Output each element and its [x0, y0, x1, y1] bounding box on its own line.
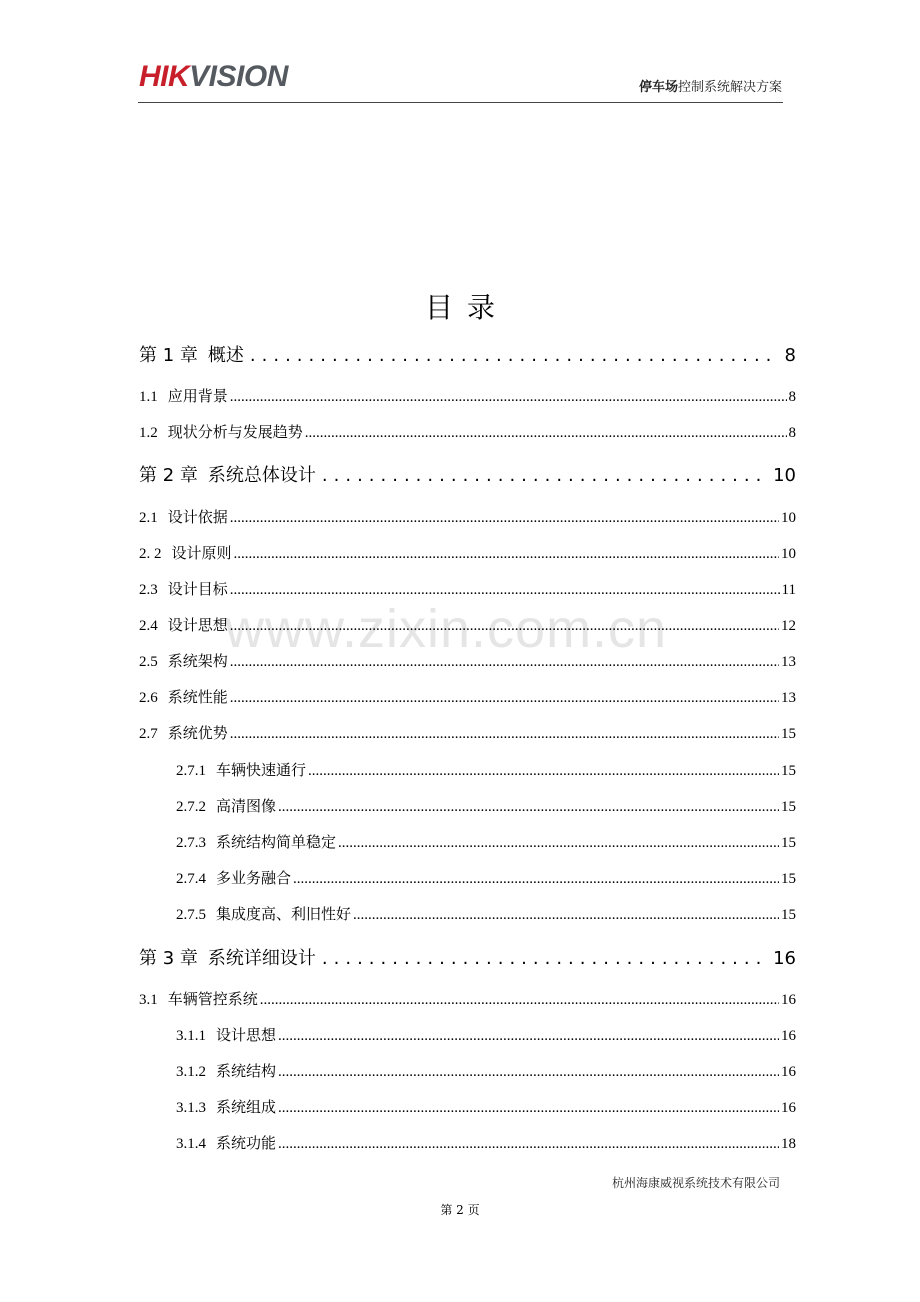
toc-entry-page: 15 — [781, 799, 796, 815]
toc-entry-page: 15 — [781, 907, 796, 923]
toc-entry-title: 应用背景 — [167, 389, 228, 405]
toc-section[interactable] — [139, 650, 796, 671]
toc-section[interactable] — [139, 542, 796, 563]
toc-leader-dots — [230, 389, 787, 406]
toc-entry-title: 系统结构 — [216, 1064, 277, 1080]
toc-chapter[interactable] — [139, 944, 796, 970]
toc-leader-dots — [230, 510, 779, 527]
toc-entry-title: 系统结构简单稳定 — [216, 835, 337, 851]
toc-entry-title: 系统总体设计 — [207, 465, 316, 486]
toc-entry-page: 15 — [781, 763, 796, 779]
toc-leader-dots — [338, 835, 779, 852]
toc-entry-page: 10 — [781, 546, 796, 562]
toc-entry-page: 16 — [773, 948, 796, 969]
header-title-rest: 控制系统解决方案 — [677, 80, 782, 95]
toc-entry-page: 11 — [781, 582, 796, 598]
toc-section[interactable] — [139, 578, 796, 599]
toc-leader-dots — [278, 1064, 779, 1081]
toc-leader-dots — [278, 799, 779, 816]
toc-subsection[interactable] — [176, 1096, 796, 1117]
toc-leader-dots — [250, 345, 779, 366]
toc-entry-page: 15 — [781, 835, 796, 851]
toc-section[interactable] — [139, 722, 796, 743]
toc-entry-page: 16 — [781, 1064, 796, 1080]
toc-entry-page: 16 — [781, 992, 796, 1008]
toc-section[interactable] — [139, 614, 796, 635]
toc-entry-page: 13 — [781, 690, 796, 706]
toc-entry-title: 系统优势 — [167, 726, 228, 742]
toc-entry-number: 3.1.3 — [176, 1100, 206, 1116]
toc-leader-dots — [305, 425, 787, 442]
toc-section[interactable] — [139, 506, 796, 527]
footer-company: 杭州海康威视系统技术有限公司 — [611, 1176, 780, 1190]
toc-subsection[interactable] — [176, 1024, 796, 1045]
toc-entry-number: 1.1 — [139, 389, 158, 405]
toc-leader-dots — [230, 690, 779, 707]
logo-text-hik: HIK — [139, 60, 190, 93]
toc-entry-page: 8 — [788, 425, 796, 441]
header-title-bold: 停车场 — [638, 80, 678, 95]
toc-entry-number: 2.7.1 — [176, 763, 206, 779]
toc-leader-dots — [308, 763, 779, 780]
toc-entry-number: 3.1.1 — [176, 1028, 206, 1044]
toc-leader-dots — [230, 726, 779, 743]
toc-entry-title: 设计目标 — [167, 582, 228, 598]
toc-entry-page: 18 — [781, 1136, 796, 1152]
toc-entry-number: 3.1.4 — [176, 1136, 206, 1152]
toc-entry-title: 现状分析与发展趋势 — [167, 425, 303, 441]
toc-entry-title: 设计原则 — [171, 546, 232, 562]
toc-entry-title: 系统组成 — [216, 1100, 277, 1116]
toc-leader-dots — [293, 871, 779, 888]
toc-entry-title: 车辆管控系统 — [167, 992, 258, 1008]
toc-entry-title: 系统详细设计 — [207, 948, 316, 969]
toc-leader-dots — [230, 582, 780, 599]
toc-entry-number: 第 2 章 — [139, 465, 198, 486]
toc-entry-number: 3.1 — [139, 992, 158, 1008]
toc-section[interactable] — [139, 385, 796, 406]
toc-entry-page: 8 — [788, 389, 796, 405]
toc-leader-dots — [353, 907, 779, 924]
toc-subsection[interactable] — [176, 1132, 796, 1153]
toc-entry-number: 2.7 — [139, 726, 158, 742]
toc-leader-dots — [230, 618, 779, 635]
toc-entry-page: 15 — [781, 726, 796, 742]
toc-entry-title: 车辆快速通行 — [216, 763, 307, 779]
toc-entry-title: 高清图像 — [216, 799, 277, 815]
toc-entry-title: 概述 — [207, 345, 244, 366]
toc-entry-number: 2.6 — [139, 690, 158, 706]
toc-subsection[interactable] — [176, 903, 796, 924]
toc-leader-dots — [230, 654, 779, 671]
toc-entry-number: 2.7.4 — [176, 871, 206, 887]
toc-entry-page: 15 — [781, 871, 796, 887]
toc-entry-number: 2.3 — [139, 582, 158, 598]
toc-leader-dots — [278, 1028, 779, 1045]
toc-subsection[interactable] — [176, 831, 796, 852]
footer-page-number: 第 2 页 — [440, 1203, 480, 1217]
toc-entry-title: 系统功能 — [216, 1136, 277, 1152]
toc-entry-number: 2.5 — [139, 654, 158, 670]
toc-entry-number: 2.7.5 — [176, 907, 206, 923]
toc-entry-number: 1.2 — [139, 425, 158, 441]
toc-entry-title: 设计思想 — [167, 618, 228, 634]
toc-entry-page: 10 — [773, 465, 796, 486]
toc-subsection[interactable] — [176, 867, 796, 888]
toc-entry-title: 系统性能 — [167, 690, 228, 706]
toc-entry-number: 2.4 — [139, 618, 158, 634]
toc-entry-title: 系统架构 — [167, 654, 228, 670]
toc-leader-dots — [278, 1136, 779, 1153]
toc-leader-dots — [322, 465, 767, 486]
toc-entry-title: 集成度高、利旧性好 — [216, 907, 352, 923]
toc-entry-page: 10 — [781, 510, 796, 526]
toc-chapter[interactable] — [139, 341, 796, 367]
toc-section[interactable] — [139, 421, 796, 442]
toc-entry-page: 12 — [781, 618, 796, 634]
toc-subsection[interactable] — [176, 795, 796, 816]
toc-entry-page: 8 — [784, 345, 796, 366]
toc-leader-dots — [278, 1100, 779, 1117]
watermark: www.zixin.com.cn — [225, 599, 668, 659]
toc-entry-title: 多业务融合 — [216, 871, 292, 887]
toc-entry-number: 2.1 — [139, 510, 158, 526]
toc-section[interactable] — [139, 988, 796, 1009]
toc-entry-page: 13 — [781, 654, 796, 670]
toc-chapter[interactable] — [139, 461, 796, 487]
toc-subsection[interactable] — [176, 759, 796, 780]
logo-text-vision: VISION — [189, 60, 288, 93]
toc-entry-number: 第 3 章 — [139, 948, 198, 969]
toc-section[interactable] — [139, 686, 796, 707]
toc-entry-number: 第 1 章 — [139, 345, 198, 366]
toc-leader-dots — [322, 948, 767, 969]
toc-entry-title: 设计思想 — [216, 1028, 277, 1044]
toc-subsection[interactable] — [176, 1060, 796, 1081]
toc-entry-number: 2. 2 — [139, 546, 162, 562]
toc-title: 目录 — [424, 291, 509, 324]
toc-entry-number: 2.7.3 — [176, 835, 206, 851]
toc-entry-page: 16 — [781, 1100, 796, 1116]
toc-entry-page: 16 — [781, 1028, 796, 1044]
toc-leader-dots — [234, 546, 779, 563]
toc-leader-dots — [260, 992, 779, 1009]
toc-entry-number: 2.7.2 — [176, 799, 206, 815]
toc-entry-number: 3.1.2 — [176, 1064, 206, 1080]
toc-entry-title: 设计依据 — [167, 510, 228, 526]
